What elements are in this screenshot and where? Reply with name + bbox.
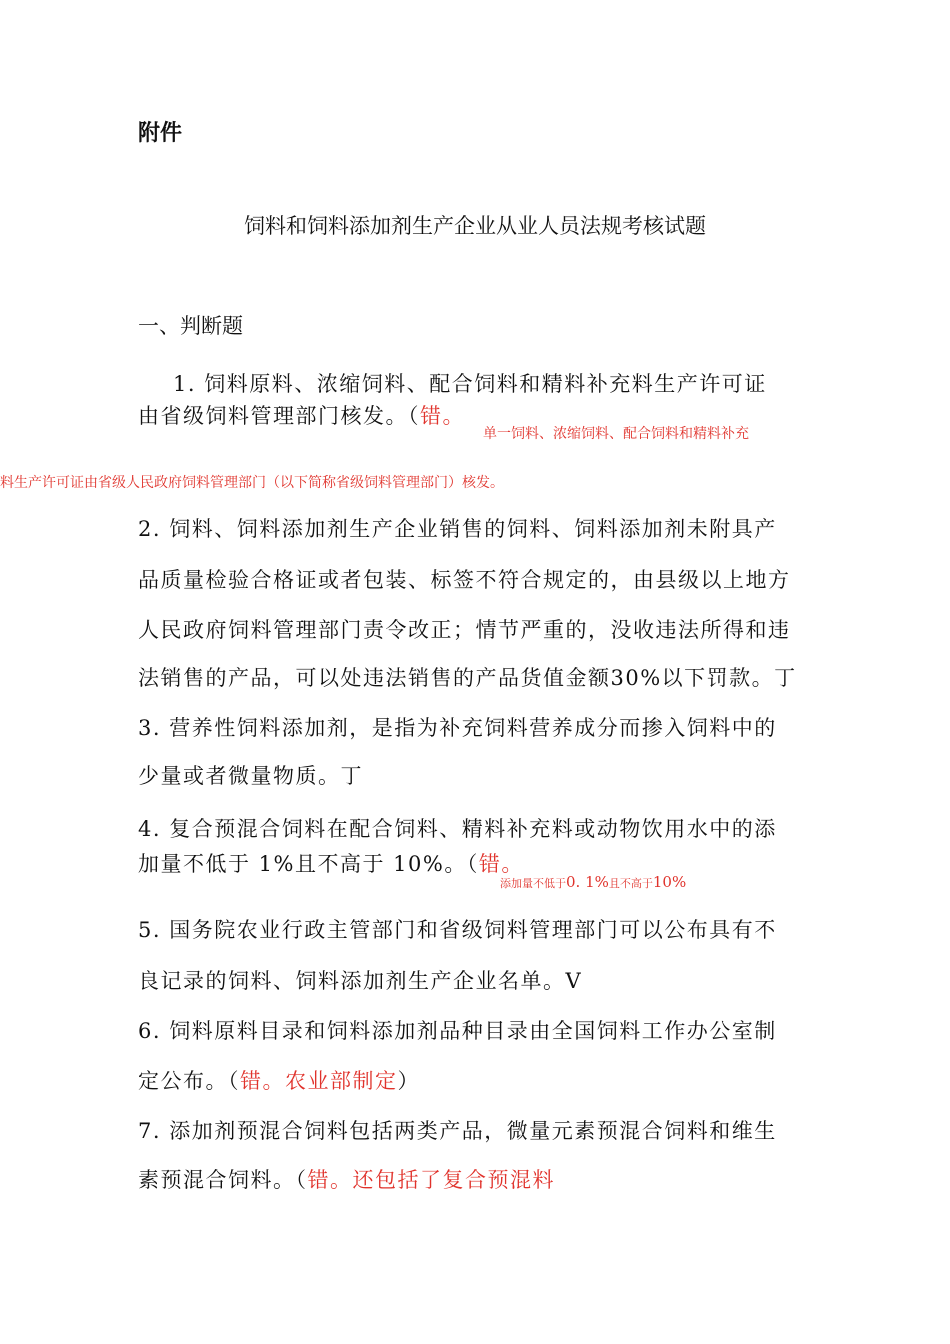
question-7-line-2: [138, 1164, 555, 1196]
question-4-note-prefix: 添加量不低于: [500, 877, 566, 890]
question-1-note-line-2: 料生产许可证由省级人民政府饲料管理部门（以下简称省级饲料管理部门）核发。: [0, 475, 504, 491]
question-7-text: 素预混合饲料。（: [138, 1168, 308, 1192]
question-6-close: ）: [397, 1069, 420, 1093]
question-3-line-1: 3. 营养性饲料添加剂，是指为补充饲料营养成分而掺入饲料中的: [138, 716, 777, 740]
question-2-line-2: 品质量检验合格证或者包装、标签不符合规定的，由县级以上地方: [138, 568, 791, 592]
question-1-line-1: 1. 饲料原料、浓缩饲料、配合饲料和精料补充料生产许可证: [173, 372, 767, 396]
question-7-line-1: 7. 添加剂预混合饲料包括两类产品，微量元素预混合饲料和维生: [138, 1119, 777, 1143]
question-4-answer: 错。: [478, 852, 524, 876]
question-6-line-1: 6. 饲料原料目录和饲料添加剂品种目录由全国饲料工作办公室制: [138, 1019, 777, 1043]
question-2-line-1: 2. 饲料、饲料添加剂生产企业销售的饲料、饲料添加剂未附具产: [138, 517, 777, 541]
question-6-answer: 错。农业部制定: [240, 1069, 398, 1093]
question-4-line-1: 4. 复合预混合饲料在配合饲料、精料补充料或动物饮用水中的添: [138, 817, 777, 841]
question-4-note: [500, 873, 686, 893]
question-2-line-4: 法销售的产品，可以处违法销售的产品货值金额30%以下罚款。丁: [138, 666, 797, 690]
section-heading: 一、判断题: [138, 314, 243, 338]
question-4-line-2: [138, 848, 524, 880]
question-4-note-mid: 且不高于: [608, 877, 653, 890]
question-5-line-2: 良记录的饲料、饲料添加剂生产企业名单。V: [138, 969, 583, 993]
question-5-line-1: 5. 国务院农业行政主管部门和省级饲料管理部门可以公布具有不: [138, 918, 777, 942]
attachment-label: 附件: [138, 121, 183, 146]
question-4-note-value-1: 0. 1%: [566, 873, 609, 891]
question-1-answer: 错。: [420, 404, 465, 428]
question-4-note-value-2: 10%: [652, 873, 687, 891]
question-6-line-2: [138, 1065, 420, 1097]
question-7-answer: 错。还包括了复合预混料: [307, 1168, 555, 1192]
question-3-line-2: 少量或者微量物质。丁: [138, 764, 363, 788]
question-1-note-line-1: 单一饲料、浓缩饲料、配合饲料和精料补充: [483, 426, 749, 442]
question-4-text: 加量不低于 1%且不高于 10%。（: [138, 852, 479, 876]
question-1-line-2: [138, 400, 465, 432]
question-2-line-3: 人民政府饲料管理部门责令改正；情节严重的，没收违法所得和违: [138, 618, 791, 642]
question-1-text: 由省级饲料管理部门核发。（: [138, 404, 420, 428]
question-6-text: 定公布。（: [138, 1069, 240, 1093]
page-title: 饲料和饲料添加剂生产企业从业人员法规考核试题: [244, 214, 706, 238]
